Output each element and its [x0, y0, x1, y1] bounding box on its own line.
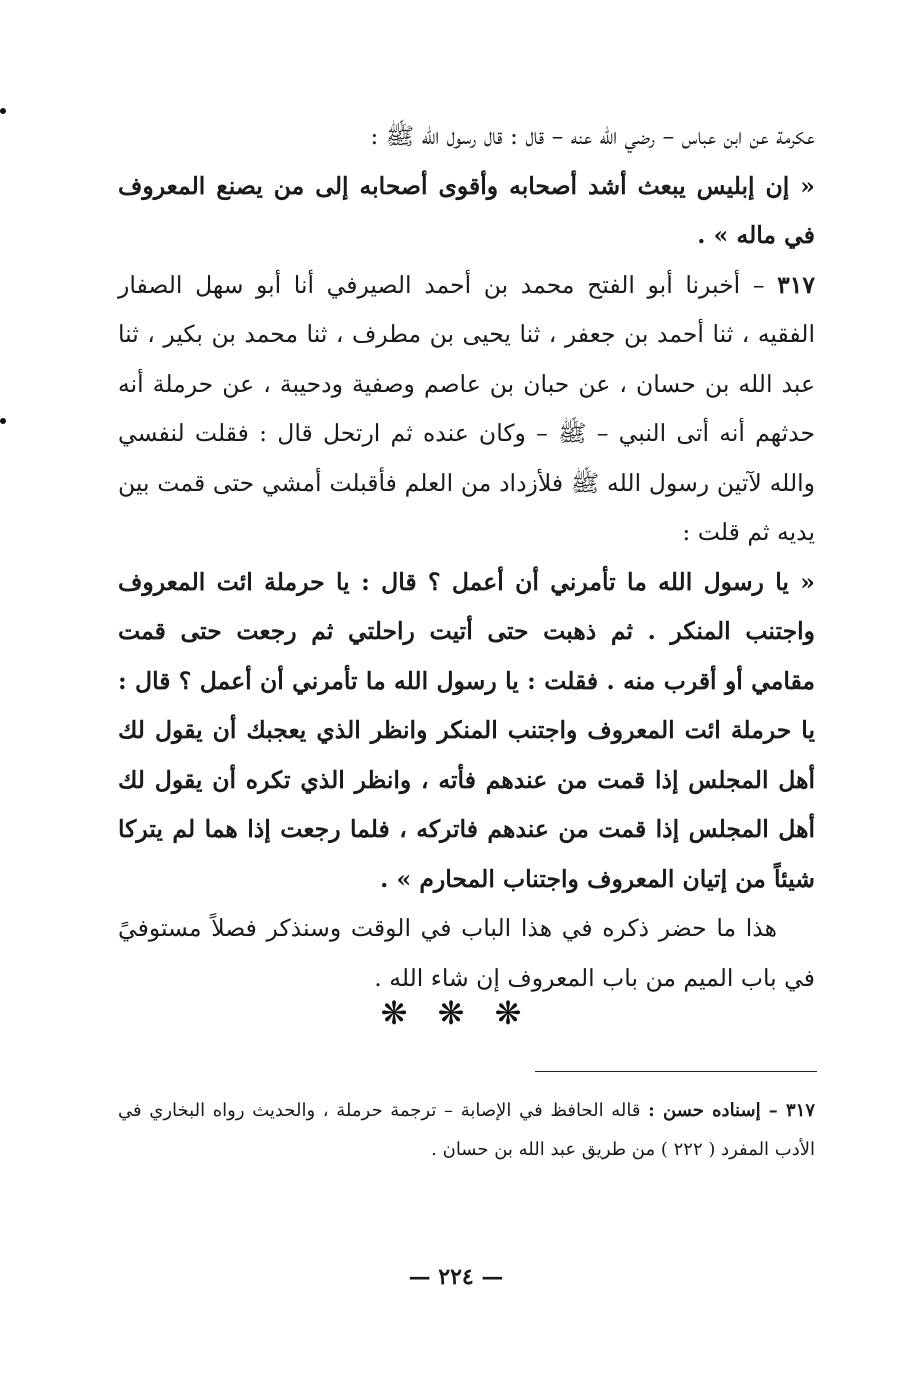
footnote-rule — [535, 1071, 817, 1072]
hadith-quote-1 — [118, 162, 815, 261]
footnote-number: ٣١٧ — [785, 1100, 815, 1121]
hadith-number: ٣١٧ — [777, 270, 815, 299]
paragraph-intro-text: عكرمة عن ابن عباس – رضي الله عنه – قال : قال رسول الله ﷺ : — [370, 122, 815, 150]
hadith-quote-2 — [118, 558, 815, 905]
hadith-quote-1-text: « إن إبليس يبعث أشد أصحابه وأقوى أصحابه إلى من يصنع المعروف في ماله » . — [118, 171, 815, 249]
footnote-text: قاله الحافظ في الإصابة – ترجمة حرملة ، والحديث رواه البخاري في الأدب المفرد ( ٢٢٢ ) من طريق عبد الله بن حسان . — [118, 1100, 815, 1160]
page-number: — ٢٢٤ — — [408, 1264, 504, 1290]
margin-mark-top — [0, 108, 6, 114]
closing-paragraph — [118, 904, 815, 1003]
footnote-label: – إسناده حسن : — [648, 1100, 786, 1121]
margin-mark-middle — [0, 418, 6, 424]
hadith-quote-2-text: « يا رسول الله ما تأمرني أن أعمل ؟ قال : يا حرملة ائت المعروف واجتنب المنكر . ثم ذهبت حتى أتيت راحلتي ثم رجعت حتى قمت مقامي أو أقرب منه . فقلت : يا رسول الله ما تأمرني أن أعمل ؟ قال : يا حرملة ائت المعروف واجتنب المنكر وانظر الذي يعجبك أن يقول لك أهل المجلس إذا قمت من عندهم فأته ، وانظر الذي تكره أن يقول لك أهل المجلس إذا قمت من عندهم فاتركه ، فلما رجعت إذا هما لم يتركا شيئاً من إتيان المعروف واجتناب المحارم » . — [118, 567, 815, 893]
hadith-317-chain — [118, 261, 815, 558]
section-separator: ❋ ❋ ❋ — [380, 994, 532, 1032]
footnote — [118, 1091, 815, 1169]
closing-paragraph-text: هذا ما حضر ذكره في هذا الباب في الوقت وسنذكر فصلاً مستوفيً في باب الميم من باب المعروف إن شاء الله . — [118, 914, 815, 992]
main-text — [118, 112, 815, 1003]
hadith-317-chain-text: – أخبرنا أبو الفتح محمد بن أحمد الصيرفي أنا أبو سهل الصفار الفقيه ، ثنا أحمد بن جعفر ، ثنا يحيى بن مطرف ، ثنا محمد بن بكير ، ثنا عبد الله بن حسان ، عن حبان بن عاصم وصفية ودحيبة ، عن حرملة أنه حدثهم أنه أتى النبي – ﷺ – وكان عنده ثم ارتحل قال : فقلت لنفسي والله لآتين رسول الله ﷺ فلأزداد من العلم فأقبلت أمشي حتى قمت بين يديه ثم قلت : — [118, 270, 815, 546]
paragraph-intro — [118, 112, 815, 162]
